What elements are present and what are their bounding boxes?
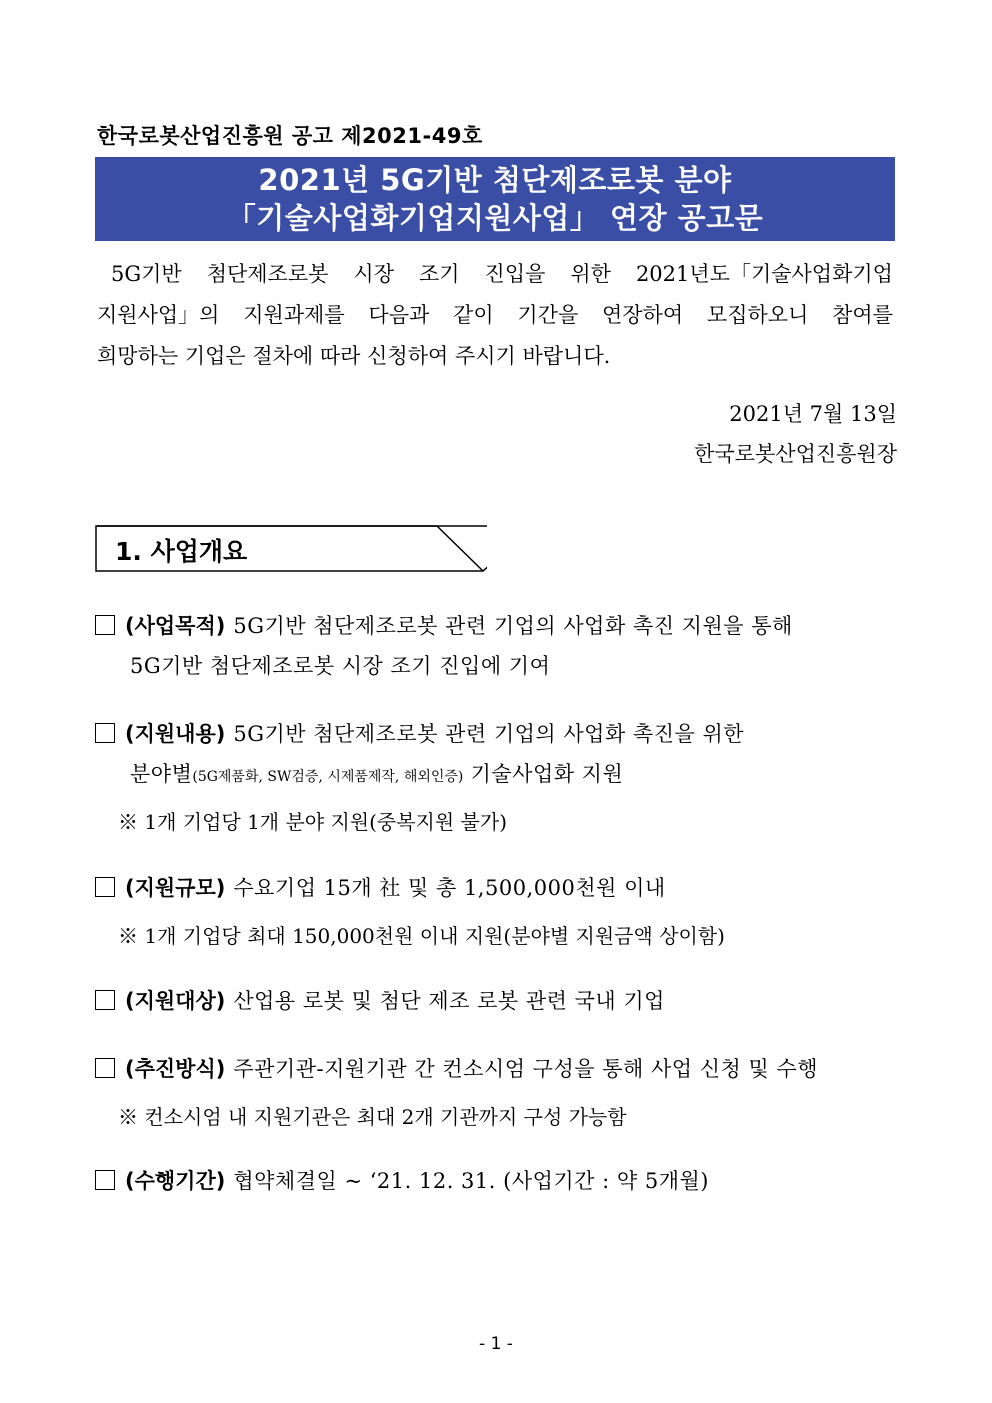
item-content-note: ※ 1개 기업당 1개 분야 지원(중복지원 불가) <box>118 810 507 834</box>
notice-number: 한국로봇산업진흥원 공고 제2021-49호 <box>97 124 483 148</box>
intro-line-1: 5G기반 첨단제조로봇 시장 조기 진입을 위한 2021년도「기술사업화기업 <box>111 262 893 286</box>
intro-line-3: 희망하는 기업은 절차에 따라 신청하여 주시기 바랍니다. <box>97 344 611 368</box>
page-number: - 1 - <box>479 1334 513 1354</box>
checkbox-square-icon <box>95 1170 115 1190</box>
checkbox-square-icon <box>95 877 115 897</box>
item-purpose-cont: 5G기반 첨단제조로봇 시장 조기 진입에 기여 <box>130 654 551 678</box>
issuer: 한국로봇산업진흥원장 <box>694 442 897 466</box>
notice-date: 2021년 7월 13일 <box>729 402 897 426</box>
title-line-2: 「기술사업화기업지원사업」 연장 공고문 <box>226 201 764 235</box>
intro-paragraph <box>97 254 893 377</box>
title-banner <box>95 157 895 241</box>
intro-line-2: 지원사업」의 지원과제를 다음과 같이 기간을 연장하여 모집하오니 참여를 <box>97 303 893 327</box>
item-scale-note: ※ 1개 기업당 최대 150,000천원 이내 지원(분야별 지원금액 상이함) <box>118 924 725 948</box>
checkbox-square-icon <box>95 990 115 1010</box>
checkbox-square-icon <box>95 615 115 635</box>
item-target: (지원대상) 산업용 로봇 및 첨단 제조 로봇 관련 국내 기업 <box>95 985 665 1015</box>
item-content: (지원내용) 5G기반 첨단제조로봇 관련 기업의 사업화 촉진을 위한 <box>95 718 744 748</box>
item-purpose: (사업목적) 5G기반 첨단제조로봇 관련 기업의 사업화 촉진 지원을 통해 <box>95 610 793 640</box>
item-content-cont: 분야별(5G제품화, SW검증, 시제품제작, 해외인증) 기술사업화 지원 <box>130 762 624 786</box>
item-period: (수행기간) 협약체결일 ~ ‘21. 12. 31. (사업기간 : 약 5개월) <box>95 1165 709 1195</box>
item-method-note: ※ 컨소시엄 내 지원기관은 최대 2개 기관까지 구성 가능함 <box>118 1105 627 1129</box>
item-scale: (지원규모) 수요기업 15개 社 및 총 1,500,000천원 이내 <box>95 872 666 902</box>
item-method: (추진방식) 주관기관-지원기관 간 컨소시엄 구성을 통해 사업 신청 및 수행 <box>95 1053 818 1083</box>
title-line-1: 2021년 5G기반 첨단제조로봇 분야 <box>258 163 732 197</box>
section-title: 1. 사업개요 <box>115 537 248 566</box>
checkbox-square-icon <box>95 1058 115 1078</box>
section-heading <box>95 525 485 572</box>
checkbox-square-icon <box>95 723 115 743</box>
